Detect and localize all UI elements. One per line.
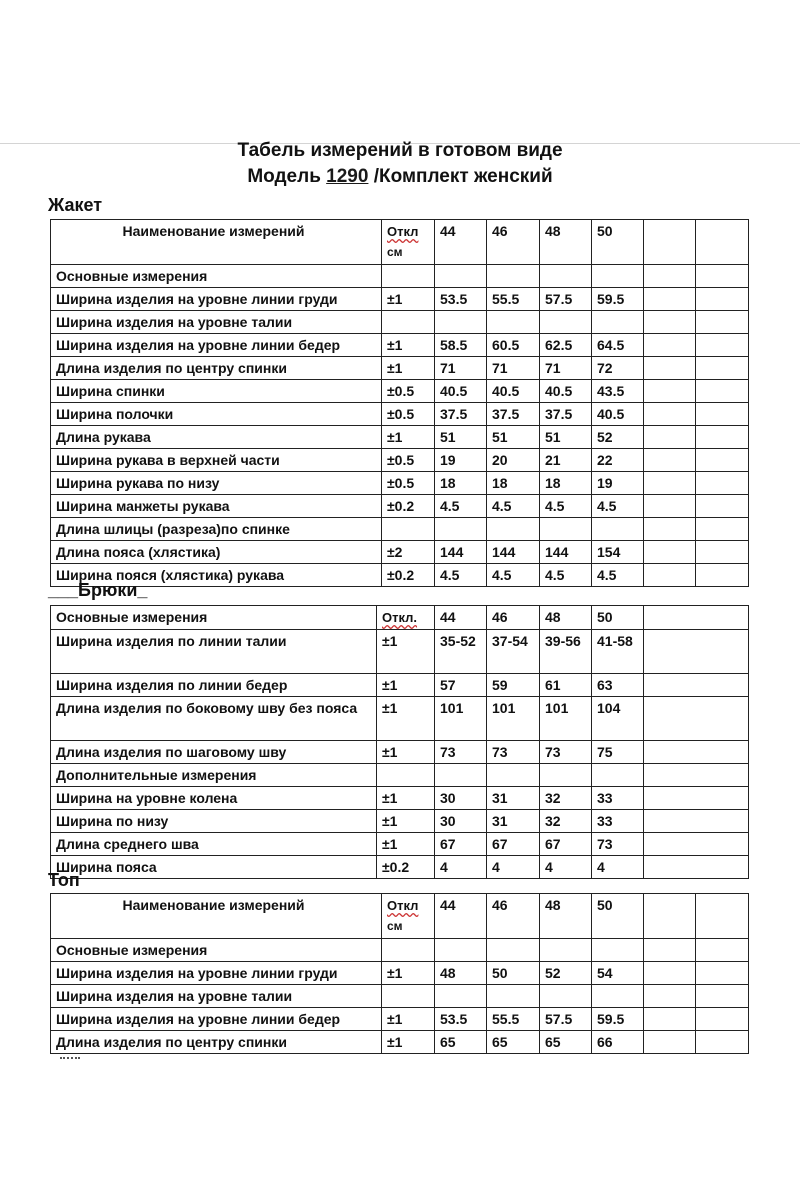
empty-cell (644, 833, 749, 856)
size-value (435, 311, 487, 334)
size-value (540, 764, 592, 787)
size-value: 61 (540, 674, 592, 697)
header-empty-cell (644, 894, 696, 939)
header-size-46: 46 (487, 894, 540, 939)
empty-cell (696, 265, 749, 288)
header-deviation-label: Откл (387, 224, 419, 239)
size-value (487, 265, 540, 288)
size-value (435, 985, 487, 1008)
measurement-name: Длина изделия по центру спинки (51, 1031, 382, 1054)
size-value: 40.5 (540, 380, 592, 403)
empty-cell (696, 472, 749, 495)
size-value (592, 311, 644, 334)
table-row (51, 357, 749, 380)
size-value (487, 939, 540, 962)
header-measurement-name: Основные измерения (51, 606, 377, 630)
header-empty-cell (696, 220, 749, 265)
table-row (51, 674, 749, 697)
size-value: 40.5 (435, 380, 487, 403)
deviation-value: ±0.5 (382, 472, 435, 495)
header-size-46: 46 (487, 606, 540, 630)
size-value: 37.5 (435, 403, 487, 426)
size-value (487, 518, 540, 541)
jacket-table-body (51, 265, 749, 587)
table-row (51, 1031, 749, 1054)
size-value: 101 (487, 697, 540, 741)
size-value: 144 (435, 541, 487, 564)
deviation-value (377, 764, 435, 787)
size-value (592, 939, 644, 962)
header-empty-cell (644, 220, 696, 265)
measurement-name: Ширина изделия на уровне линии груди (51, 288, 382, 311)
trousers-table-body (51, 630, 749, 879)
size-value: 65 (435, 1031, 487, 1054)
header-size-48: 48 (540, 894, 592, 939)
empty-cell (696, 334, 749, 357)
size-value: 101 (435, 697, 487, 741)
header-deviation (377, 606, 435, 630)
table-row (51, 833, 749, 856)
header-deviation (382, 894, 435, 939)
size-value: 57.5 (540, 288, 592, 311)
size-value: 53.5 (435, 1008, 487, 1031)
deviation-value (382, 939, 435, 962)
empty-cell (644, 288, 696, 311)
table-row (51, 265, 749, 288)
empty-cell (696, 426, 749, 449)
empty-cell (644, 495, 696, 518)
deviation-value (382, 518, 435, 541)
size-value: 58.5 (435, 334, 487, 357)
section-label-top: Топ (48, 870, 80, 890)
table-row (51, 962, 749, 985)
size-value (592, 265, 644, 288)
trousers-measurements-table (50, 605, 749, 879)
model-suffix: /Комплект женский (373, 166, 553, 187)
size-value: 4.5 (592, 495, 644, 518)
deviation-value: ±0.2 (377, 856, 435, 879)
size-value: 31 (487, 810, 540, 833)
size-value: 66 (592, 1031, 644, 1054)
size-value: 67 (435, 833, 487, 856)
empty-cell (644, 939, 696, 962)
size-value: 41-58 (592, 630, 644, 674)
empty-cell (696, 288, 749, 311)
size-value: 22 (592, 449, 644, 472)
measurement-name: Длина пояса (хлястика) (51, 541, 382, 564)
empty-cell (644, 697, 749, 741)
header-deviation (382, 220, 435, 265)
measurement-name: Длина среднего шва (51, 833, 377, 856)
measurement-name: Ширина изделия на уровне линии бедер (51, 1008, 382, 1031)
size-value: 60.5 (487, 334, 540, 357)
size-value: 40.5 (487, 380, 540, 403)
size-value: 71 (540, 357, 592, 380)
header-size-44: 44 (435, 606, 487, 630)
deviation-value: ±1 (382, 1031, 435, 1054)
empty-cell (696, 357, 749, 380)
measurement-name: Длина шлицы (разреза)по спинке (51, 518, 382, 541)
empty-cell (696, 541, 749, 564)
deviation-value: ±1 (377, 833, 435, 856)
header-size-50: 50 (592, 220, 644, 265)
measurement-name: Дополнительные измерения (51, 764, 377, 787)
size-value: 59 (487, 674, 540, 697)
header-deviation-unit: см (387, 919, 403, 933)
size-value (540, 265, 592, 288)
table-row (51, 985, 749, 1008)
deviation-value: ±2 (382, 541, 435, 564)
empty-cell (644, 764, 749, 787)
table-row (51, 541, 749, 564)
size-value: 4.5 (487, 495, 540, 518)
size-value: 18 (540, 472, 592, 495)
header-size-50: 50 (592, 894, 644, 939)
header-measurement-name: Наименование измерений (51, 894, 382, 939)
empty-cell (644, 856, 749, 879)
size-value: 75 (592, 741, 644, 764)
deviation-value: ±1 (382, 334, 435, 357)
size-value (435, 265, 487, 288)
table-row (51, 630, 749, 674)
table-row (51, 426, 749, 449)
header-measurement-name: Наименование измерений (51, 220, 382, 265)
size-value: 72 (592, 357, 644, 380)
size-value: 4 (487, 856, 540, 879)
size-value (435, 939, 487, 962)
doc-subtitle (0, 166, 800, 188)
measurement-name: Основные измерения (51, 939, 382, 962)
size-value: 50 (487, 962, 540, 985)
empty-cell (696, 1008, 749, 1031)
empty-cell (644, 962, 696, 985)
empty-cell (696, 939, 749, 962)
header-size-44: 44 (435, 220, 487, 265)
header-empty-cell (696, 894, 749, 939)
size-value: 144 (487, 541, 540, 564)
measurement-name: Ширина пояса (51, 856, 377, 879)
measurement-name: Ширина изделия на уровне линии бедер (51, 334, 382, 357)
deviation-value: ±1 (382, 1008, 435, 1031)
empty-cell (644, 426, 696, 449)
size-value: 37-54 (487, 630, 540, 674)
model-number: 1290 (326, 166, 369, 187)
empty-cell (696, 564, 749, 587)
empty-cell (696, 518, 749, 541)
table-row (51, 564, 749, 587)
empty-cell (644, 449, 696, 472)
table-row (51, 495, 749, 518)
size-value: 48 (435, 962, 487, 985)
size-value: 43.5 (592, 380, 644, 403)
size-value (592, 518, 644, 541)
empty-cell (644, 564, 696, 587)
deviation-value: ±0.2 (382, 495, 435, 518)
empty-cell (696, 962, 749, 985)
size-value: 63 (592, 674, 644, 697)
size-value: 53.5 (435, 288, 487, 311)
measurement-name: Ширина по низу (51, 810, 377, 833)
size-value (435, 764, 487, 787)
measurement-name: Длина изделия по центру спинки (51, 357, 382, 380)
deviation-value (382, 265, 435, 288)
empty-cell (644, 541, 696, 564)
empty-cell (696, 985, 749, 1008)
deviation-value: ±1 (382, 357, 435, 380)
header-deviation-label: Откл (387, 898, 419, 913)
size-value (487, 985, 540, 1008)
size-value: 104 (592, 697, 644, 741)
size-value: 18 (487, 472, 540, 495)
size-value: 4 (435, 856, 487, 879)
deviation-value: ±1 (382, 962, 435, 985)
size-value: 35-52 (435, 630, 487, 674)
size-value (592, 985, 644, 1008)
size-value: 37.5 (540, 403, 592, 426)
measurement-name: Ширина изделия на уровне талии (51, 985, 382, 1008)
top-header-row (51, 894, 749, 939)
empty-cell (644, 357, 696, 380)
measurement-name: Ширина изделия по линии талии (51, 630, 377, 674)
size-value: 40.5 (592, 403, 644, 426)
measurement-name: Ширина изделия на уровне линии груди (51, 962, 382, 985)
measurement-name: Ширина рукава по низу (51, 472, 382, 495)
table-row (51, 518, 749, 541)
section-label-trousers: ___Брюки_ (48, 580, 148, 600)
table-row (51, 311, 749, 334)
size-value: 37.5 (487, 403, 540, 426)
size-value: 55.5 (487, 288, 540, 311)
size-value: 19 (435, 449, 487, 472)
size-value: 19 (592, 472, 644, 495)
empty-cell (644, 787, 749, 810)
header-size-48: 48 (540, 606, 592, 630)
size-value: 73 (487, 741, 540, 764)
size-value: 21 (540, 449, 592, 472)
size-value: 4.5 (435, 495, 487, 518)
size-value: 4.5 (435, 564, 487, 587)
doc-title (0, 140, 800, 162)
doc-title-text: Табель измерений в готовом виде (237, 140, 563, 161)
size-value: 52 (592, 426, 644, 449)
header-size-46: 46 (487, 220, 540, 265)
size-value (540, 939, 592, 962)
empty-cell (644, 1008, 696, 1031)
empty-cell (644, 311, 696, 334)
size-value: 71 (435, 357, 487, 380)
deviation-value: ±1 (377, 697, 435, 741)
empty-cell (696, 449, 749, 472)
deviation-value: ±1 (377, 810, 435, 833)
table-row (51, 741, 749, 764)
size-value: 52 (540, 962, 592, 985)
empty-cell (644, 810, 749, 833)
jacket-header-row (51, 220, 749, 265)
size-value: 71 (487, 357, 540, 380)
size-value: 4.5 (540, 564, 592, 587)
size-value: 73 (435, 741, 487, 764)
header-deviation-label: Откл. (382, 610, 418, 625)
table-row (51, 764, 749, 787)
jacket-measurements-table (50, 219, 749, 587)
deviation-value: ±1 (377, 630, 435, 674)
deviation-value (382, 311, 435, 334)
size-value: 62.5 (540, 334, 592, 357)
empty-cell (644, 403, 696, 426)
size-value: 144 (540, 541, 592, 564)
table-row (51, 403, 749, 426)
table-row (51, 449, 749, 472)
page-cutoff-mark (60, 1057, 80, 1063)
deviation-value: ±1 (377, 674, 435, 697)
empty-cell (644, 334, 696, 357)
empty-cell (644, 1031, 696, 1054)
empty-cell (644, 518, 696, 541)
size-value: 67 (540, 833, 592, 856)
size-value: 73 (592, 833, 644, 856)
size-value: 33 (592, 810, 644, 833)
size-value: 65 (487, 1031, 540, 1054)
measurement-name: Длина изделия по боковому шву без пояса (51, 697, 377, 741)
measurement-name: Длина изделия по шаговому шву (51, 741, 377, 764)
measurement-name: Основные измерения (51, 265, 382, 288)
measurement-name: Ширина изделия по линии бедер (51, 674, 377, 697)
header-deviation-unit: см (387, 245, 403, 259)
size-value: 32 (540, 810, 592, 833)
table-row (51, 939, 749, 962)
deviation-value: ±0.5 (382, 403, 435, 426)
size-value: 39-56 (540, 630, 592, 674)
deviation-value (382, 985, 435, 1008)
size-value: 4.5 (540, 495, 592, 518)
size-value: 33 (592, 787, 644, 810)
size-value: 4 (540, 856, 592, 879)
measurement-name: Ширина рукава в верхней части (51, 449, 382, 472)
size-value: 64.5 (592, 334, 644, 357)
size-value: 51 (435, 426, 487, 449)
size-value: 101 (540, 697, 592, 741)
size-value: 51 (540, 426, 592, 449)
size-value: 154 (592, 541, 644, 564)
empty-cell (696, 403, 749, 426)
header-size-50: 50 (592, 606, 644, 630)
size-value: 30 (435, 787, 487, 810)
measurement-name: Длина рукава (51, 426, 382, 449)
size-value: 73 (540, 741, 592, 764)
deviation-value: ±1 (377, 741, 435, 764)
section-label-jacket: Жакет (48, 195, 103, 215)
trousers-header-row (51, 606, 749, 630)
empty-cell (644, 472, 696, 495)
size-value: 18 (435, 472, 487, 495)
header-size-48: 48 (540, 220, 592, 265)
size-value: 4 (592, 856, 644, 879)
size-value: 30 (435, 810, 487, 833)
size-value (592, 764, 644, 787)
empty-cell (644, 741, 749, 764)
empty-cell (696, 380, 749, 403)
deviation-value: ±1 (382, 426, 435, 449)
top-measurements-table (50, 893, 749, 1054)
size-value: 59.5 (592, 288, 644, 311)
size-value (487, 764, 540, 787)
size-value: 4.5 (487, 564, 540, 587)
measurement-name: Ширина манжеты рукава (51, 495, 382, 518)
empty-cell (696, 311, 749, 334)
deviation-value: ±0.5 (382, 380, 435, 403)
header-size-44: 44 (435, 894, 487, 939)
size-value (540, 518, 592, 541)
table-row (51, 334, 749, 357)
size-value (435, 518, 487, 541)
size-value: 57 (435, 674, 487, 697)
size-value: 32 (540, 787, 592, 810)
size-value: 31 (487, 787, 540, 810)
size-value (487, 311, 540, 334)
model-prefix: Модель (247, 166, 321, 187)
table-row (51, 787, 749, 810)
size-value: 59.5 (592, 1008, 644, 1031)
size-value: 55.5 (487, 1008, 540, 1031)
size-value: 51 (487, 426, 540, 449)
table-row (51, 380, 749, 403)
deviation-value: ±0.2 (382, 564, 435, 587)
size-value (540, 985, 592, 1008)
measurement-name: Ширина полочки (51, 403, 382, 426)
empty-cell (644, 265, 696, 288)
measurement-name: Ширина спинки (51, 380, 382, 403)
size-value: 4.5 (592, 564, 644, 587)
table-row (51, 1008, 749, 1031)
table-row (51, 810, 749, 833)
size-value: 65 (540, 1031, 592, 1054)
empty-cell (644, 630, 749, 674)
top-table-body (51, 939, 749, 1054)
header-empty-cell (644, 606, 749, 630)
measurement-name: Ширина изделия на уровне талии (51, 311, 382, 334)
size-value: 54 (592, 962, 644, 985)
table-row (51, 472, 749, 495)
deviation-value: ±1 (377, 787, 435, 810)
empty-cell (644, 985, 696, 1008)
size-value (540, 311, 592, 334)
table-row (51, 697, 749, 741)
measurement-name: Ширина пояся (хлястика) рукава (51, 564, 382, 587)
empty-cell (644, 674, 749, 697)
size-value: 67 (487, 833, 540, 856)
table-row (51, 288, 749, 311)
empty-cell (696, 1031, 749, 1054)
measurement-name: Ширина на уровне колена (51, 787, 377, 810)
size-value: 20 (487, 449, 540, 472)
empty-cell (644, 380, 696, 403)
size-value: 57.5 (540, 1008, 592, 1031)
deviation-value: ±0.5 (382, 449, 435, 472)
table-row (51, 856, 749, 879)
deviation-value: ±1 (382, 288, 435, 311)
empty-cell (696, 495, 749, 518)
